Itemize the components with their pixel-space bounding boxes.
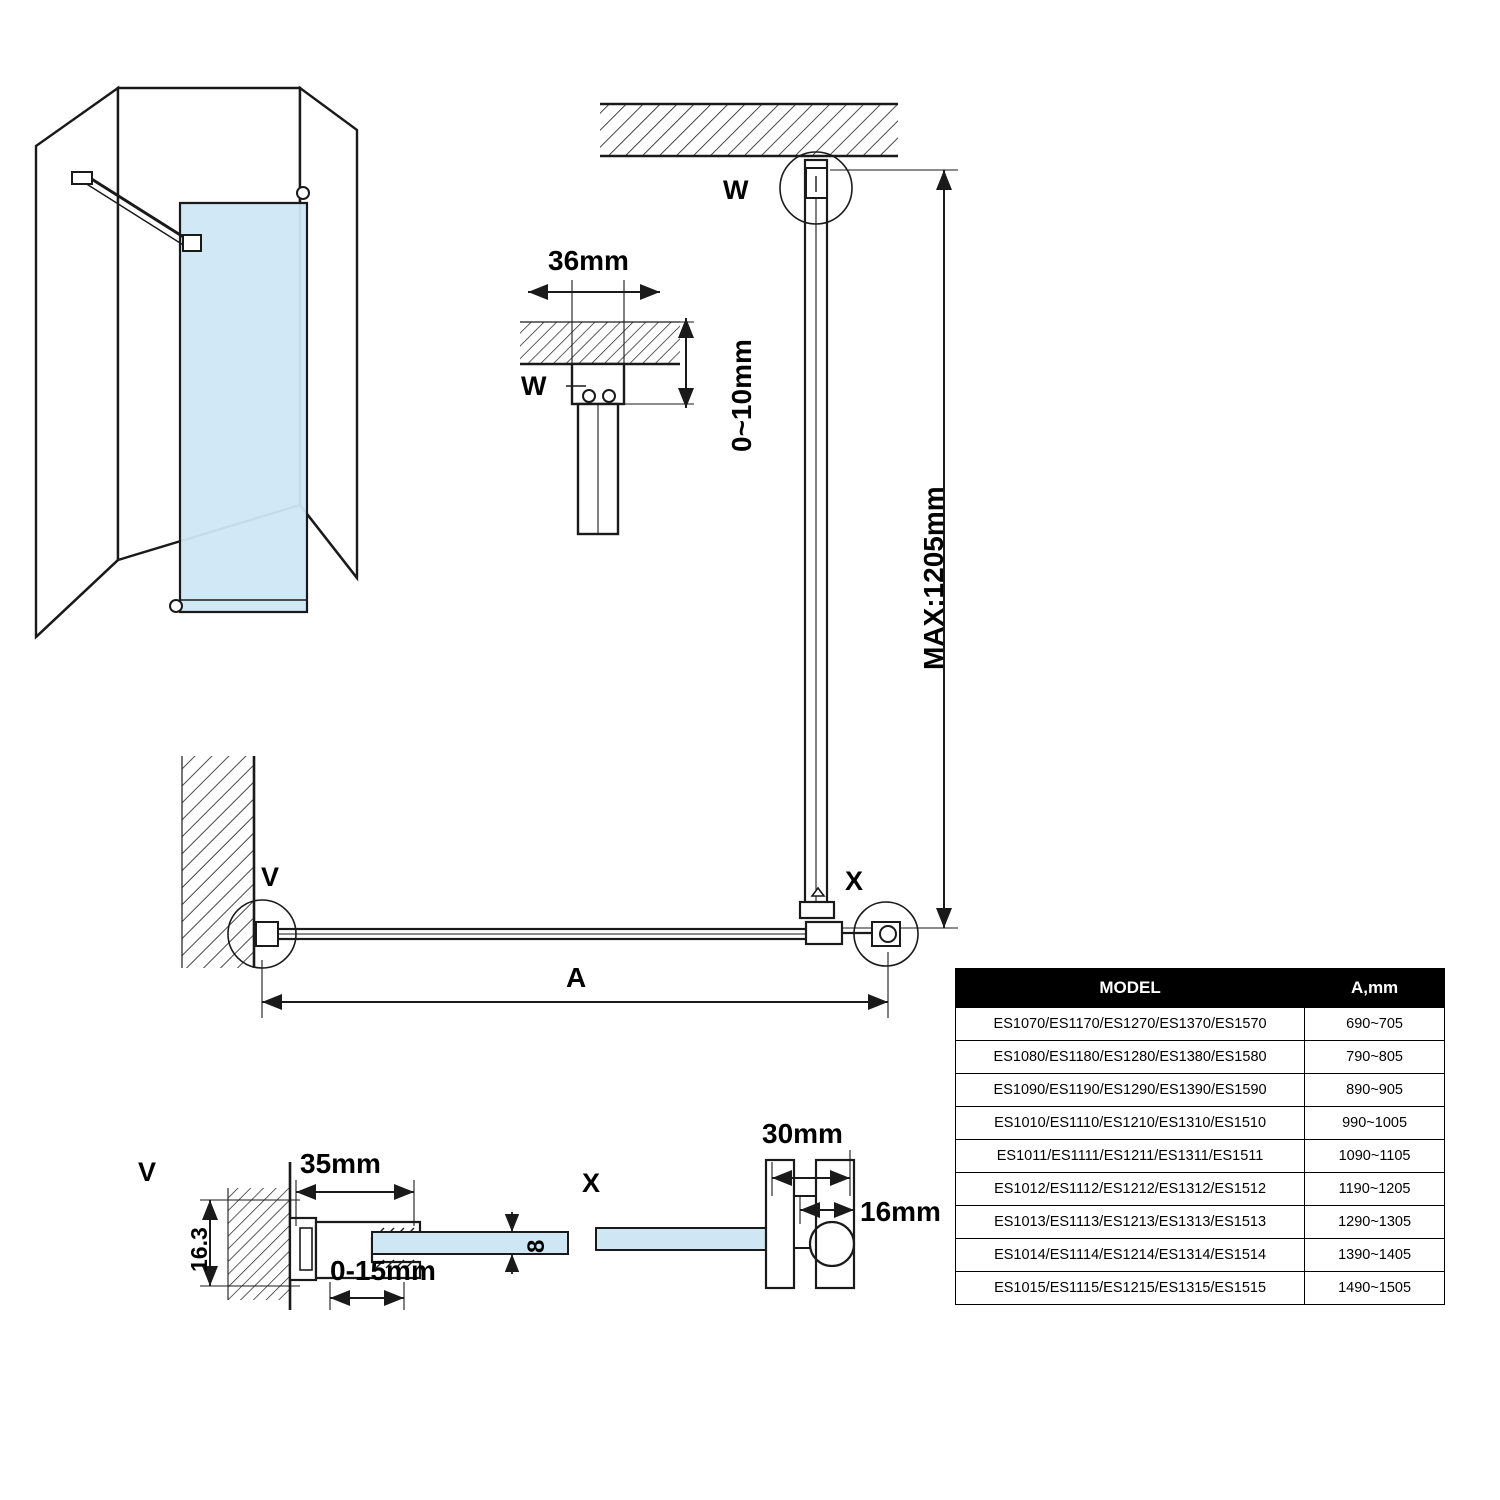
header-model: MODEL [956,969,1305,1008]
detail-w-bar-wall [520,280,694,534]
dim-glass-thickness: 8 [523,1239,550,1253]
cell-model: ES1014/ES1114/ES1214/ES1314/ES1514 [956,1239,1305,1272]
callout-x-plan: X [845,866,864,896]
callout-w-top: W [723,175,749,205]
dim-a-plan: A [566,962,587,993]
dim-wall-adjust: 0-15mm [330,1255,436,1286]
table-body [956,1008,1445,1305]
cell-model: ES1070/ES1170/ES1270/ES1370/ES1570 [956,1008,1305,1041]
dim-bar-adjust: 0~10mm [726,339,757,452]
table-row [956,1206,1445,1239]
dim-x-inner: 16mm [860,1196,941,1227]
cell-a: 790~805 [1305,1041,1445,1074]
header-a: A,mm [1305,969,1445,1008]
cell-a: 1290~1305 [1305,1206,1445,1239]
table-row [956,1140,1445,1173]
cell-model: ES1010/ES1110/ES1210/ES1310/ES1510 [956,1107,1305,1140]
cell-a: 1490~1505 [1305,1272,1445,1305]
table-row [956,1008,1445,1041]
table-row [956,1107,1445,1140]
model-spec-table [955,968,1445,1305]
table-row [956,1239,1445,1272]
table-header-row [956,969,1445,1008]
isometric-view [36,88,357,637]
dim-profile-depth: 35mm [300,1148,381,1179]
detail-v-wall-profile [200,1162,568,1310]
cell-a: 1090~1105 [1305,1140,1445,1173]
table-row [956,1173,1445,1206]
dim-max-height: MAX:1205mm [918,486,949,670]
elevation-view [600,104,958,928]
callout-x-detail: X [582,1168,601,1198]
cell-model: ES1080/ES1180/ES1280/ES1380/ES1580 [956,1041,1305,1074]
detail-x-bar-connector [596,1150,854,1288]
dim-bar-offset: 36mm [548,245,629,276]
dim-profile-height: 16.3 [186,1227,212,1272]
dim-x-outer: 30mm [762,1118,843,1149]
cell-model: ES1011/ES1111/ES1211/ES1311/ES1511 [956,1140,1305,1173]
cell-a: 1390~1405 [1305,1239,1445,1272]
table-row [956,1272,1445,1305]
callout-v-detail: V [138,1157,157,1187]
callout-v-plan: V [261,862,280,892]
callout-w-detail: W [521,371,547,401]
cell-model: ES1090/ES1190/ES1290/ES1390/ES1590 [956,1074,1305,1107]
cell-a: 690~705 [1305,1008,1445,1041]
cell-a: 890~905 [1305,1074,1445,1107]
cell-model: ES1013/ES1113/ES1213/ES1313/ES1513 [956,1206,1305,1239]
cell-model: ES1012/ES1112/ES1212/ES1312/ES1512 [956,1173,1305,1206]
cell-model: ES1015/ES1115/ES1215/ES1315/ES1515 [956,1272,1305,1305]
cell-a: 990~1005 [1305,1107,1445,1140]
cell-a: 1190~1205 [1305,1173,1445,1206]
table-row [956,1074,1445,1107]
table-row [956,1041,1445,1074]
